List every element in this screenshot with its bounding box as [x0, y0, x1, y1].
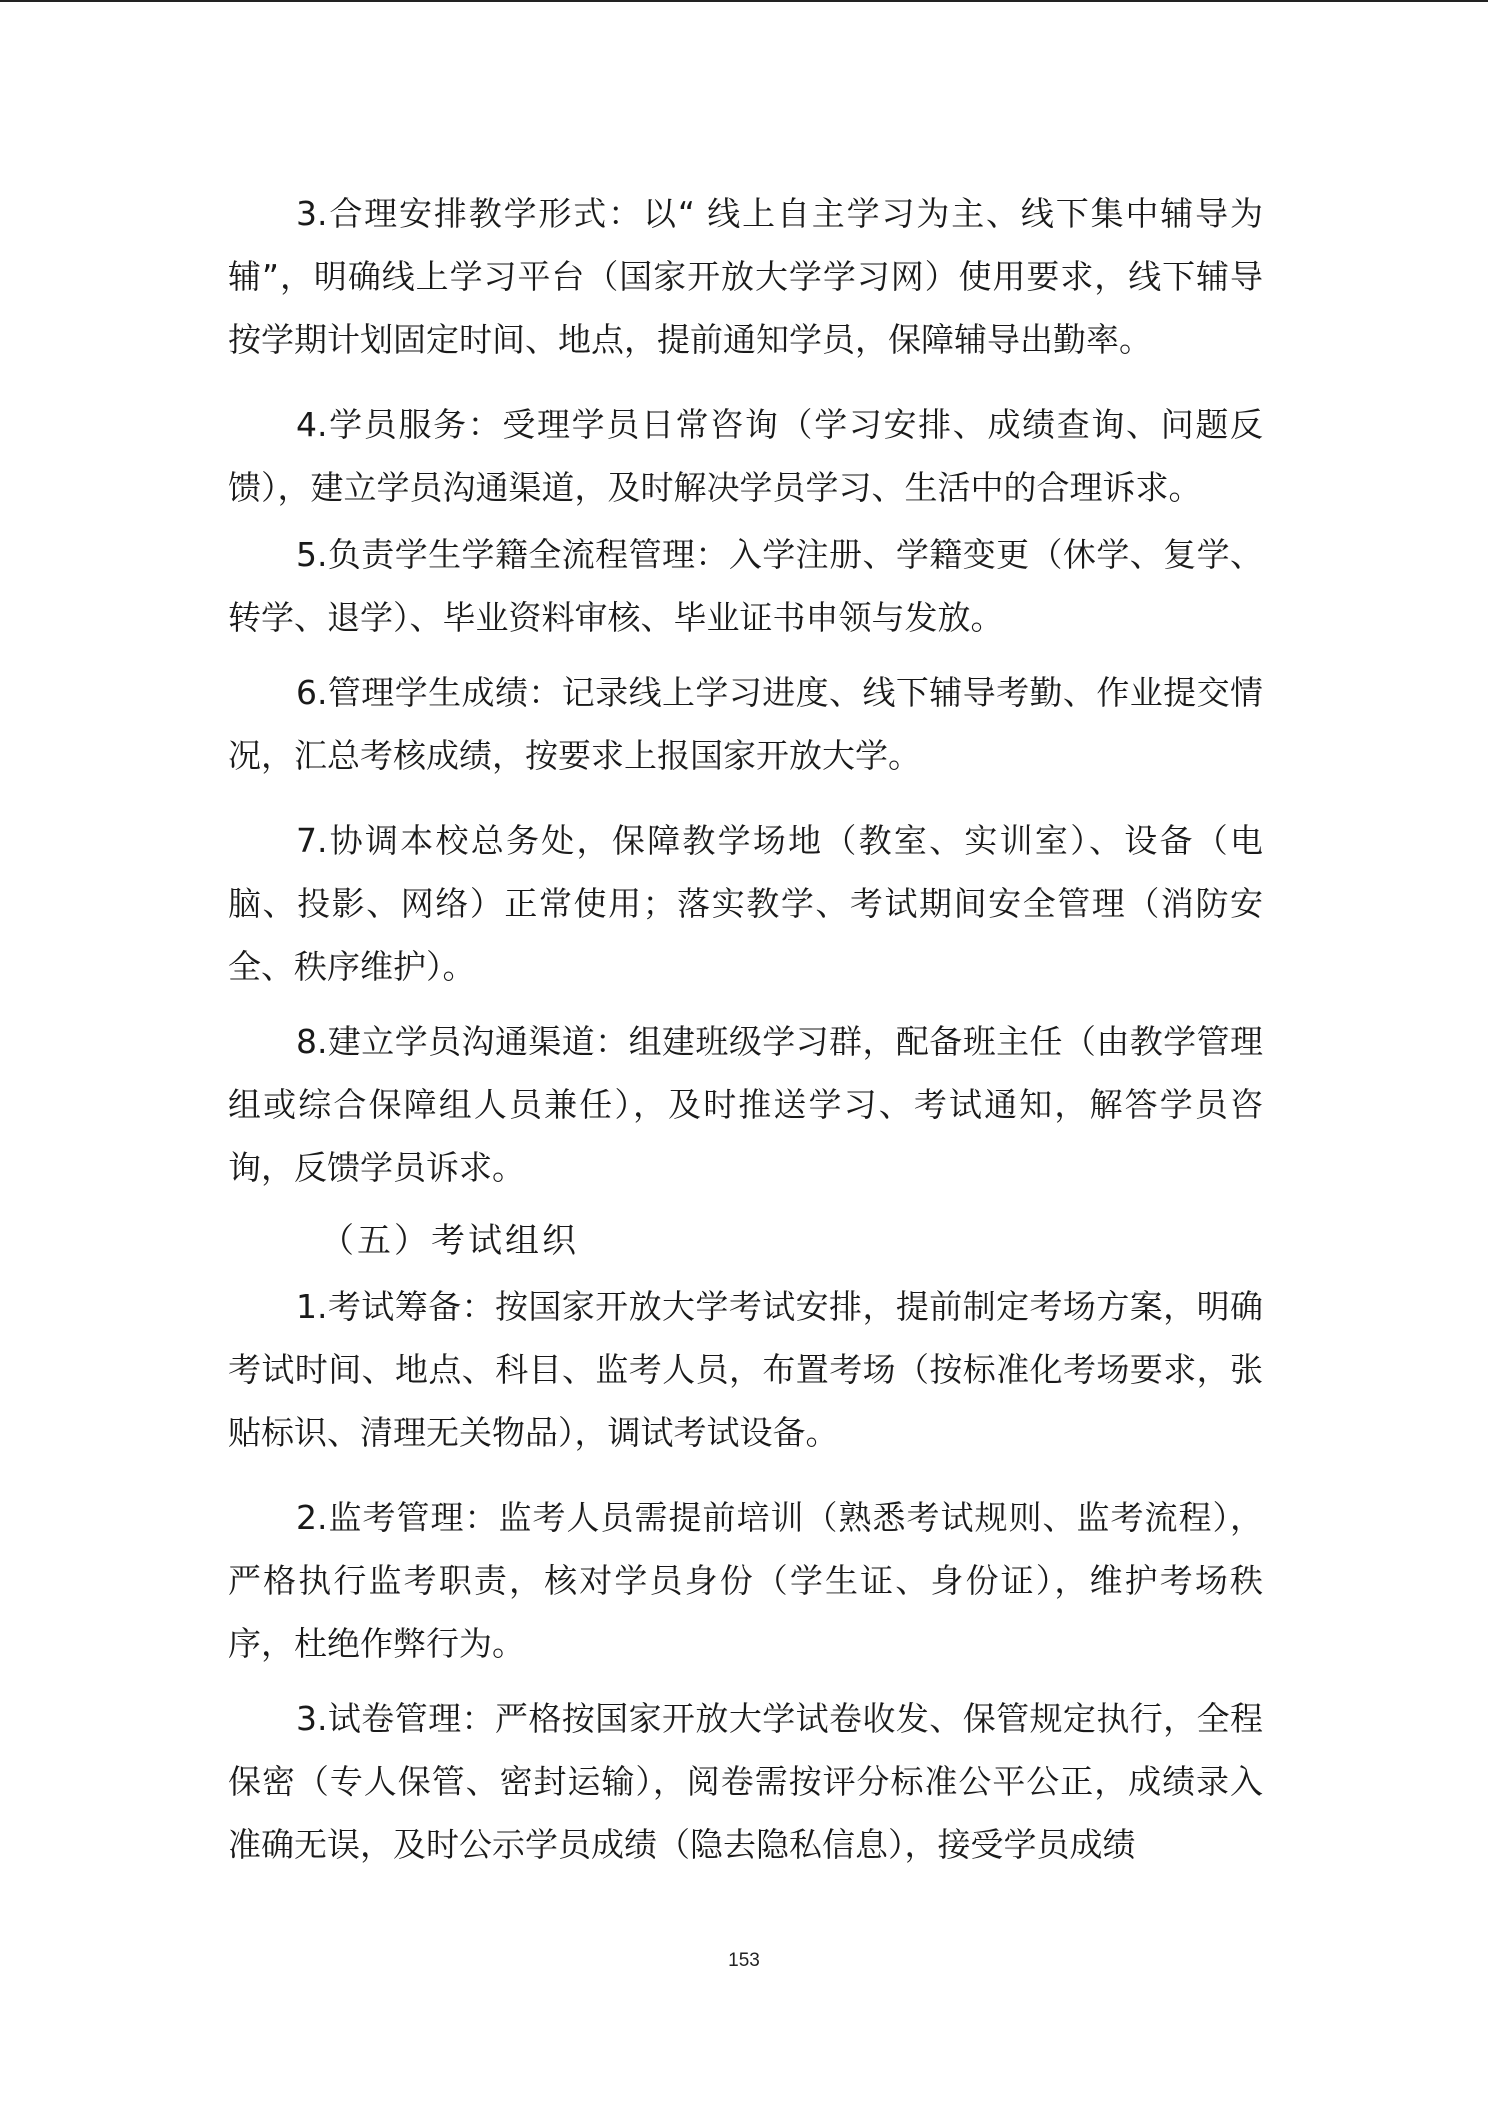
- page-top-border: [0, 0, 1488, 2]
- paragraph-exam-preparation: 1.考试筹备：按国家开放大学考试安排，提前制定考场方案，明确考试时间、地点、科目、监考人员，布置考场（按标准化考场要求，张贴标识、清理无关物品），调试考试设备。: [228, 1287, 1263, 1452]
- paragraph-teaching-format: 3.合理安排教学形式：以“ 线上自主学习为主、线下集中辅导为辅”，明确线上学习平台（国家开放大学学习网）使用要求，线下辅导按学期计划固定时间、地点，提前通知学员，保障辅导出勤率。: [228, 194, 1263, 359]
- paragraph-invigilation-management: 2.监考管理：监考人员需提前培训（熟悉考试规则、监考流程），严格执行监考职责，核对学员身份（学生证、身份证），维护考场秩序，杜绝作弊行为。: [228, 1498, 1263, 1663]
- paragraph-enrollment-management: 5.负责学生学籍全流程管理：入学注册、学籍变更（休学、复学、转学、退学）、毕业资料审核、毕业证书申领与发放。: [228, 535, 1263, 637]
- paragraph-paper-management: 3.试卷管理：严格按国家开放大学试卷收发、保管规定执行，全程保密（专人保管、密封运输），阅卷需按评分标准公平公正，成绩录入准确无误，及时公示学员成绩（隐去隐私信息），接受学员成绩: [228, 1699, 1263, 1864]
- paragraph-facility-coordination: 7.协调本校总务处，保障教学场地（教室、实训室）、设备（电脑、投影、网络）正常使用；落实教学、考试期间安全管理（消防安全、秩序维护）。: [228, 821, 1263, 986]
- paragraph-communication-channel: 8.建立学员沟通渠道：组建班级学习群，配备班主任（由教学管理组或综合保障组人员兼任），及时推送学习、考试通知，解答学员咨询，反馈学员诉求。: [228, 1022, 1263, 1187]
- paragraph-student-service: 4.学员服务：受理学员日常咨询（学习安排、成绩查询、问题反馈），建立学员沟通渠道，及时解决学员学习、生活中的合理诉求。: [228, 405, 1263, 507]
- paragraph-grade-management: 6.管理学生成绩：记录线上学习进度、线下辅导考勤、作业提交情况，汇总考核成绩，按要求上报国家开放大学。: [228, 673, 1263, 775]
- page-number: 153: [728, 1950, 760, 1971]
- section-heading-exam-organization: （五）考试组织: [320, 1221, 579, 1261]
- document-body: [228, 182, 1263, 1876]
